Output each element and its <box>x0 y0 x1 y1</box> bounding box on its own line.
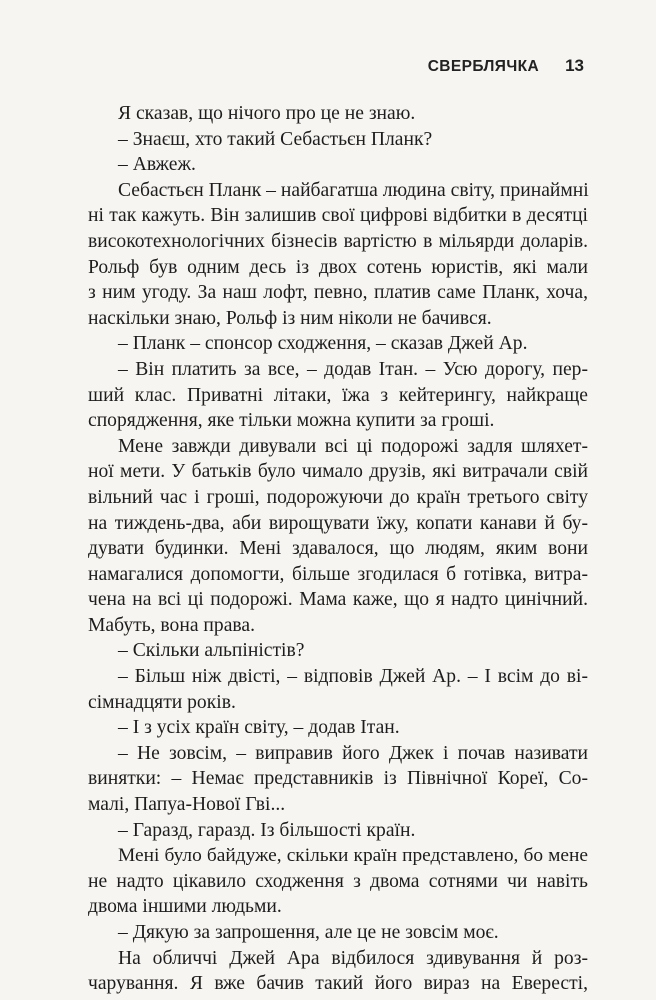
text-line: малі, Папуа-Нової Гві... <box>88 794 286 816</box>
running-header <box>428 56 584 76</box>
text-line: – Він платить за все, – додав Ітан. – Усю дорогу, пер- <box>118 358 588 380</box>
text-line: намагалися допомогти, більше згодилася б готівка, витра- <box>88 563 588 585</box>
running-title: СВЕРБЛЯЧКА <box>427 58 540 75</box>
text-line: Мабуть, вона права. <box>88 614 255 636</box>
text-line: з ним угоду. За наш лофт, певно, платив саме Планк, хоча, <box>88 282 588 304</box>
text-line: вільний час і гроші, подорожуючи до країн третього світу <box>88 486 588 508</box>
text-line: ший клас. Приватні літаки, їжа з кейтерингу, найкраще <box>88 384 588 406</box>
text-line: – Більш ніж двісті, – відповів Джей Ар. – І всім до ві- <box>118 666 588 688</box>
text-line: – Скільки альпіністів? <box>118 640 305 662</box>
text-line: – Авжеж. <box>118 154 196 176</box>
text-line: чена на всі ці подорожі. Мама каже, що я надто цинічний. <box>88 589 588 611</box>
text-line: – Планк – спонсор сходження, – сказав Джей Ар. <box>118 333 528 355</box>
text-line: ної мети. У батьків було чимало друзів, які витрачали свій <box>88 461 588 483</box>
text-line: – Знаєш, хто такий Себастьєн Планк? <box>118 128 433 150</box>
text-line: Себастьєн Планк – найбагатша людина світу, принаймні <box>118 179 589 201</box>
text-line: Мене завжди дивували всі ці подорожі задля шляхет- <box>118 435 588 457</box>
text-line: Я сказав, що нічого про це не знаю. <box>118 103 416 124</box>
text-line: високотехнологічних бізнесів вартістю в мільярди доларів. <box>88 230 588 252</box>
page-number: 13 <box>565 56 584 75</box>
text-line: – Гаразд, гаразд. Із більшості країн. <box>118 819 416 841</box>
text-line: двома іншими людьми. <box>88 896 282 918</box>
text-line: – І з усіх країн світу, – додав Ітан. <box>118 717 400 739</box>
text-line: дувати будинки. Мені здавалося, що людям, яким вони <box>88 538 588 560</box>
text-line: не надто цікавило сходження з двома сотнями чи навіть <box>88 870 588 892</box>
text-line: наскільки знаю, Рольф із ним ніколи не бачився. <box>88 307 492 329</box>
text-line: винятки: – Немає представників із Північної Кореї, Со- <box>88 768 588 790</box>
text-line: на тиждень-два, аби вирощувати їжу, копати канави й бу- <box>88 512 588 534</box>
text-line: ні так кажуть. Він залишив свої цифрові відбитки в десятці <box>88 205 588 227</box>
text-line: спорядження, яке тільки можна купити за гроші. <box>88 410 495 432</box>
text-line: – Не зовсім, – виправив його Джек і почав називати <box>118 742 588 764</box>
text-line: сімнадцяти років. <box>88 691 236 713</box>
text-line: На обличчі Джей Ара відбилося здивування й роз- <box>118 947 588 969</box>
text-line: чарування. Я вже бачив такий його вираз на Евересті, <box>88 973 588 995</box>
text-line: Рольф був одним десь із двох сотень юристів, які мали <box>88 256 588 278</box>
body-text <box>88 101 588 997</box>
text-line: – Дякую за запрошення, але це не зовсім моє. <box>118 922 499 943</box>
text-line: Мені було байдуже, скільки країн представлено, бо мене <box>118 845 588 867</box>
